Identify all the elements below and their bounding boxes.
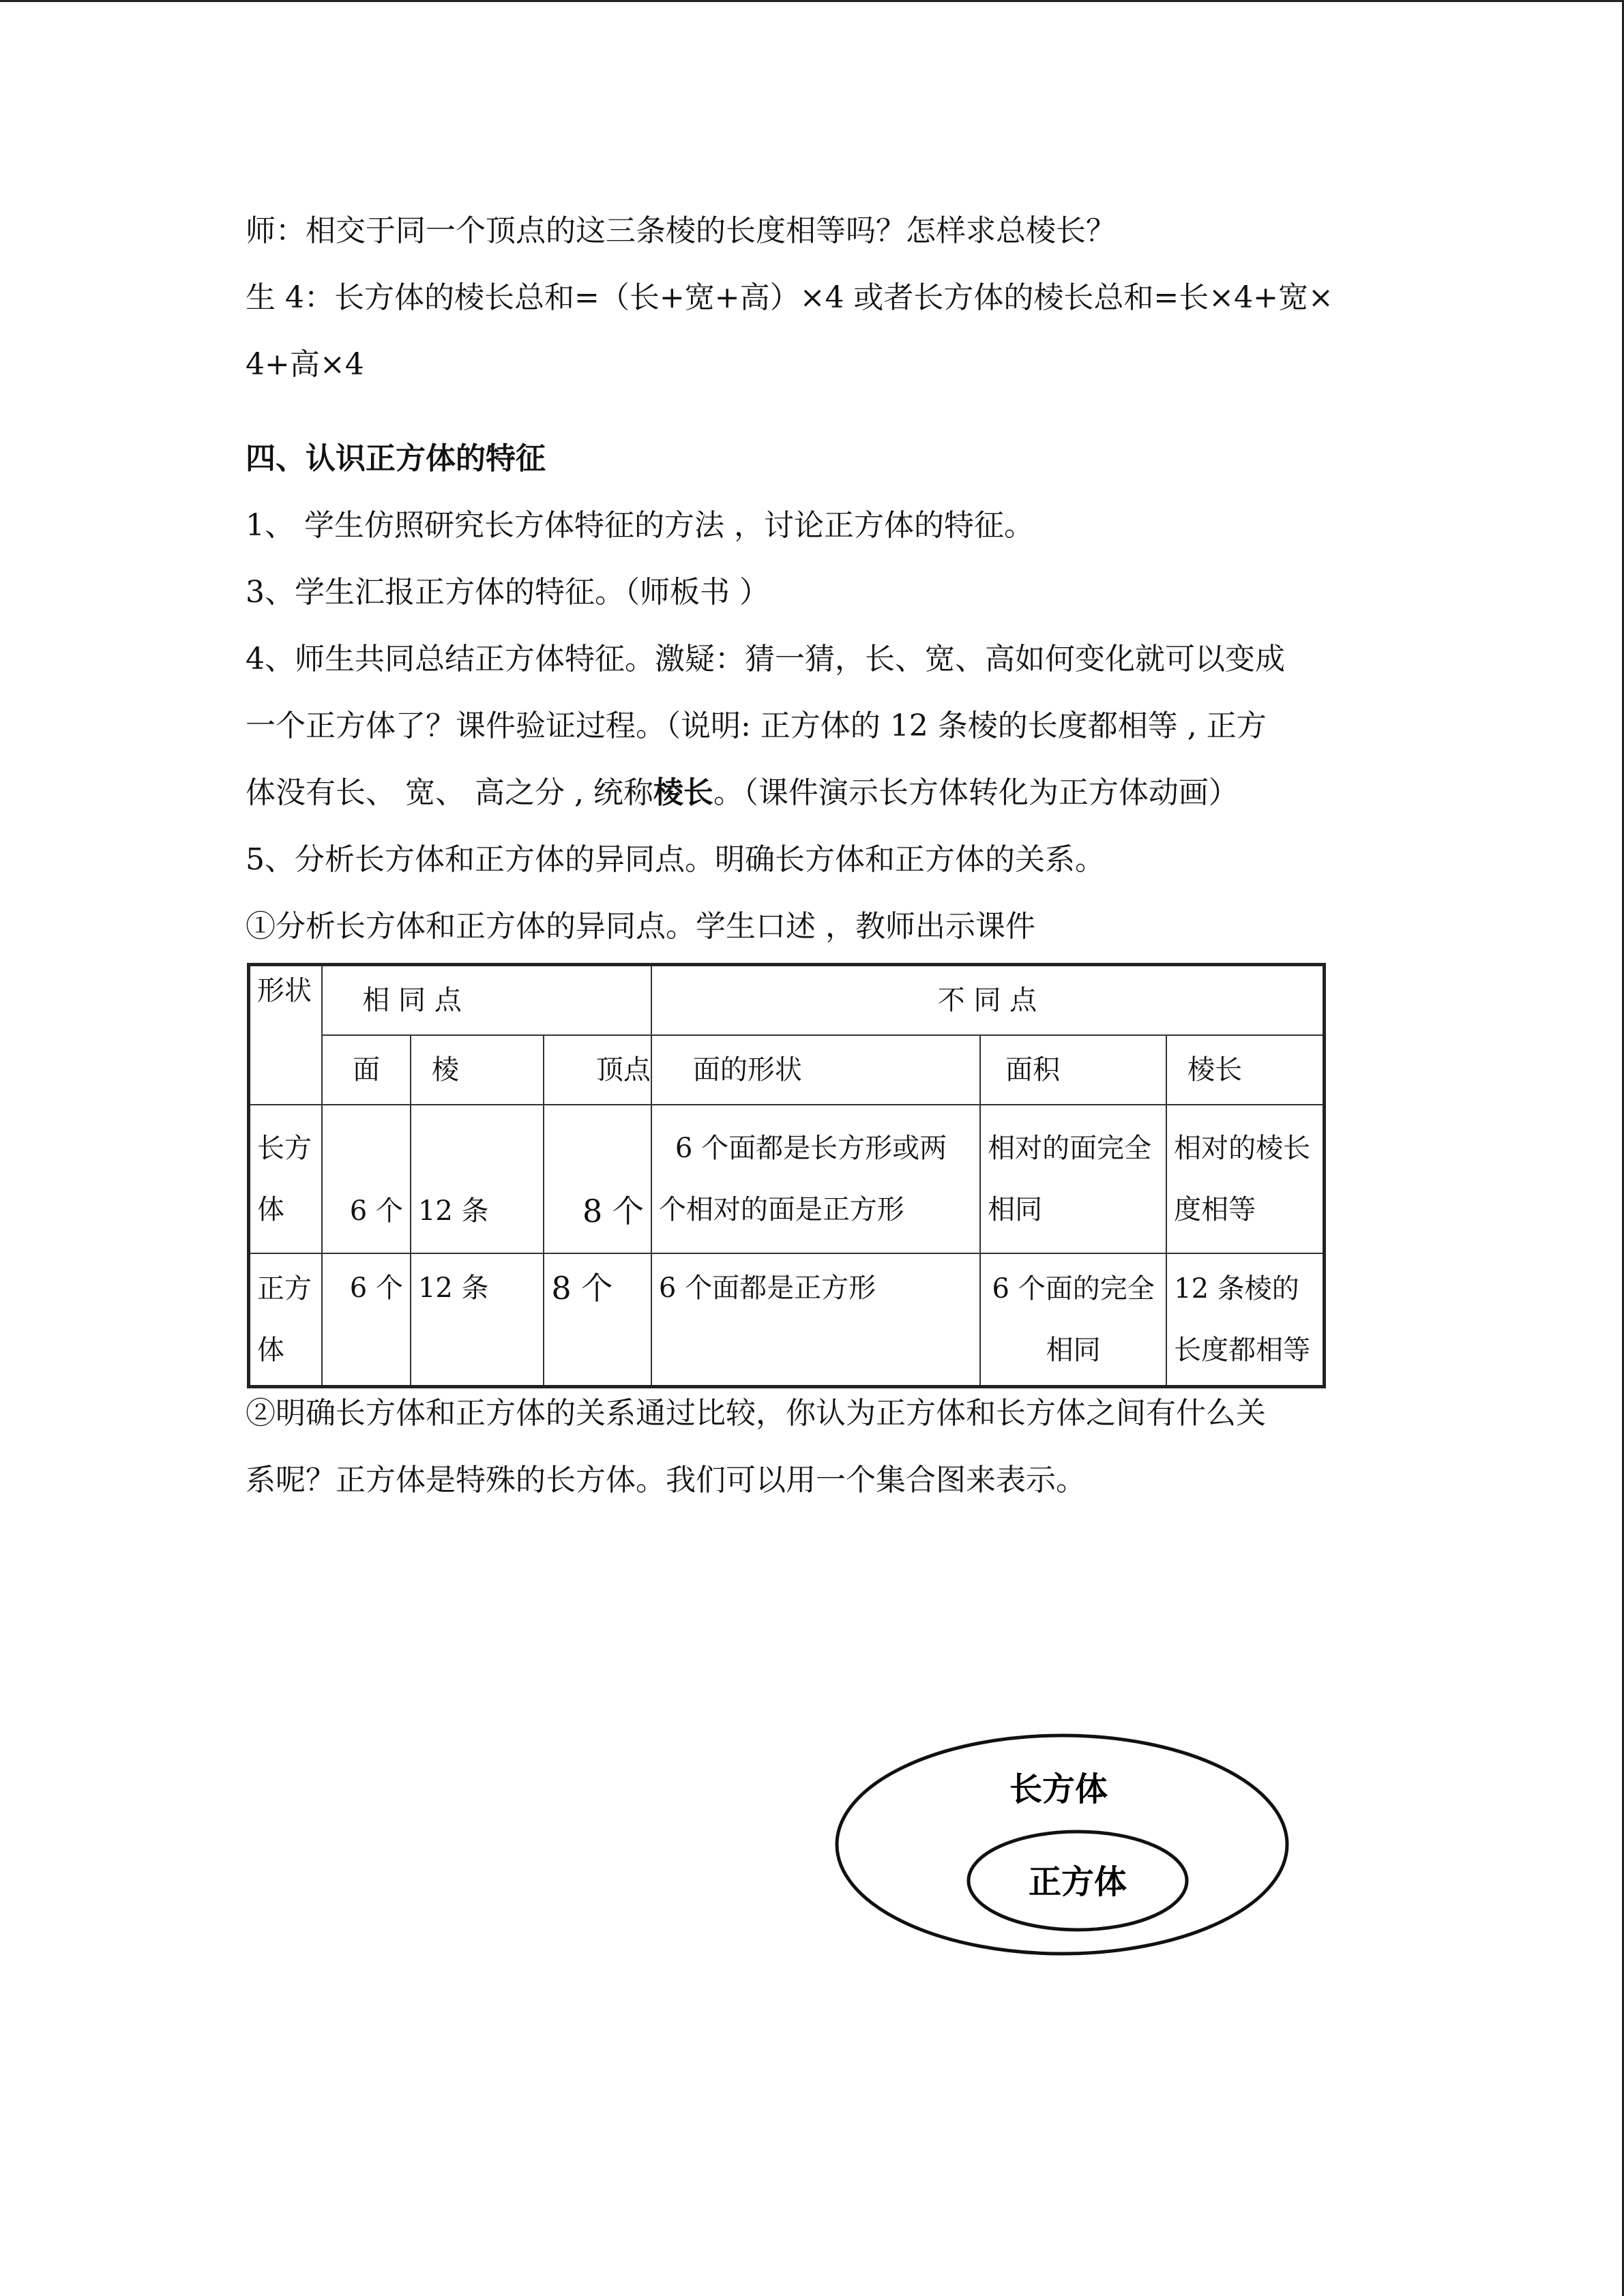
row-name-cube: 正方体 xyxy=(249,1253,323,1387)
header-face-shape: 面的形状 xyxy=(651,1035,980,1105)
line-step-4-cont: 一个正方体了？课件验证过程。（说明: 正方体的 12 条棱的长度都相等 , 正方 xyxy=(246,709,1267,743)
text-segment: 体没有长、 宽、 高之分 , 统称 xyxy=(246,775,653,810)
set-diagram xyxy=(833,1732,1290,1957)
line-relation-cont: 系呢？正方体是特殊的长方体。我们可以用一个集合图来表示。 xyxy=(246,1463,1086,1497)
header-edge: 棱 xyxy=(411,1035,544,1105)
cell-cuboid-face-shape: 6 个面都是长方形或两个相对的面是正方形 xyxy=(651,1105,980,1253)
cell-cube-area: 6 个面的完全相同 xyxy=(980,1253,1166,1387)
header-shape: 形状 xyxy=(249,965,323,1105)
header-same-text: 相 同 点 xyxy=(362,985,462,1016)
bold-term: 棱长 xyxy=(653,775,713,810)
header-edge-length: 棱长 xyxy=(1166,1035,1324,1105)
row-name-cuboid: 长方体 xyxy=(249,1105,323,1253)
cell-cuboid-edge-length: 相对的棱长度相等 xyxy=(1166,1105,1324,1253)
cell-cube-face-shape: 6 个面都是正方形 xyxy=(651,1253,980,1387)
table-row xyxy=(249,1253,1325,1387)
page-top-border xyxy=(0,0,1623,2)
line-step-3: 3、学生汇报正方体的特征。（师板书 ） xyxy=(246,575,769,610)
line-step-1: 1、 学生仿照研究长方体特征的方法 ，讨论正方体的特征。 xyxy=(246,508,1034,543)
cell-cube-edge-length: 12 条棱的长度都相等 xyxy=(1166,1253,1324,1387)
line-student-answer: 生 4：长方体的棱长总和=（长+宽+高）×4 或者长方体的棱长总和=长×4+宽× xyxy=(246,280,1333,315)
cell-cuboid-faces: 6 个 xyxy=(322,1105,411,1253)
comparison-table xyxy=(247,963,1326,1388)
table-row xyxy=(249,1105,1325,1253)
cell-cube-vertices: 8 个 xyxy=(544,1253,651,1387)
line-student-answer-cont: 4+高×4 xyxy=(246,347,364,382)
outer-set-label: 长方体 xyxy=(1009,1770,1108,1808)
document-body xyxy=(246,198,1391,960)
line-step-4-cont2 xyxy=(246,760,1391,826)
line-step-4: 4、师生共同总结正方体特征。激疑：猜一猜，长、宽、高如何变化就可以变成 xyxy=(246,642,1285,676)
header-same xyxy=(322,965,651,1036)
document-body-lower xyxy=(246,1380,1391,1514)
text-segment: 。（课件演示长方体转化为正方体动画） xyxy=(713,775,1239,810)
inner-set-label: 正方体 xyxy=(1028,1863,1127,1901)
cell-cuboid-edges: 12 条 xyxy=(411,1105,544,1253)
line-analysis: ①分析长方体和正方体的异同点。学生口述 ，教师出示课件 xyxy=(246,909,1035,944)
header-area: 面积 xyxy=(980,1035,1166,1105)
line-relation: ②明确长方体和正方体的关系通过比较，你认为正方体和长方体之间有什么关 xyxy=(246,1396,1266,1431)
line-step-5: 5、分析长方体和正方体的异同点。明确长方体和正方体的关系。 xyxy=(246,842,1105,877)
cell-cube-faces: 6 个 xyxy=(322,1253,411,1387)
outer-set-ellipse xyxy=(837,1735,1287,1954)
header-face: 面 xyxy=(322,1035,411,1105)
line-teacher-question: 师：相交于同一个顶点的这三条棱的长度相等吗？怎样求总棱长？ xyxy=(246,213,1116,248)
cell-cube-edges: 12 条 xyxy=(411,1253,544,1387)
header-vertex: 顶点 xyxy=(544,1035,651,1105)
cell-cuboid-vertices: 8 个 xyxy=(544,1105,651,1253)
section-heading: 四、认识正方体的特征 xyxy=(246,441,546,476)
cell-cuboid-area: 相对的面完全相同 xyxy=(980,1105,1166,1253)
header-diff: 不 同 点 xyxy=(651,965,1325,1036)
